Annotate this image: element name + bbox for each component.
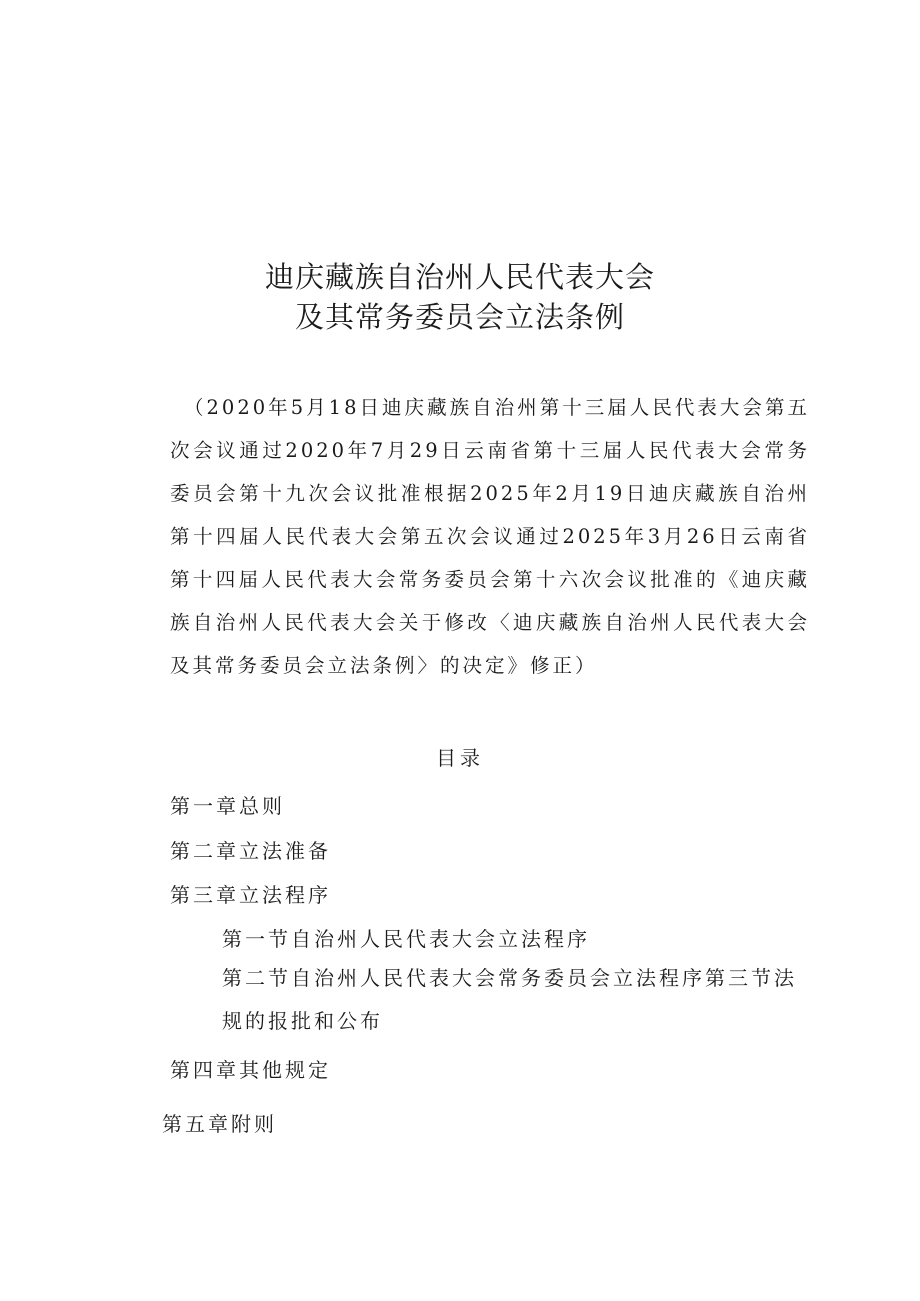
document-title-line-1: 迪庆藏族自治州人民代表大会 [264,260,655,294]
toc-section-1: 第一节自治州人民代表大会立法程序 [222,927,590,951]
document-title-line-2: 及其常务委员会立法条例 [294,300,625,334]
toc-chapter-3: 第三章立法程序 [170,883,331,907]
adoption-history-note: （2020年5月18日迪庆藏族自治州第十三届人民代表大会第五次会议通过2020年7月29日云南省第十三届人民代表大会常务委员会第十九次会议批准根据2025年2月19日迪庆藏族自治州第十四届人民代表大会第五次会议通过2025年3月26日云南省第十四届人民代表大会常务委员会第十六次会议批准的《迪庆藏族自治州人民代表大会关于修改〈迪庆藏族自治州人民代表大会及其常务委员会立法条例〉的决定》修正） [170,396,810,677]
toc-heading: 目录 [436,746,484,770]
toc-section-2-3: 第二节自治州人民代表大会常务委员会立法程序第三节法规的报批和公布 [222,966,797,1033]
toc-chapter-1: 第一章总则 [170,794,285,818]
toc-chapter-5: 第五章附则 [162,1112,277,1136]
toc-chapter-4: 第四章其他规定 [170,1058,331,1082]
toc-chapter-2: 第二章立法准备 [170,839,331,863]
